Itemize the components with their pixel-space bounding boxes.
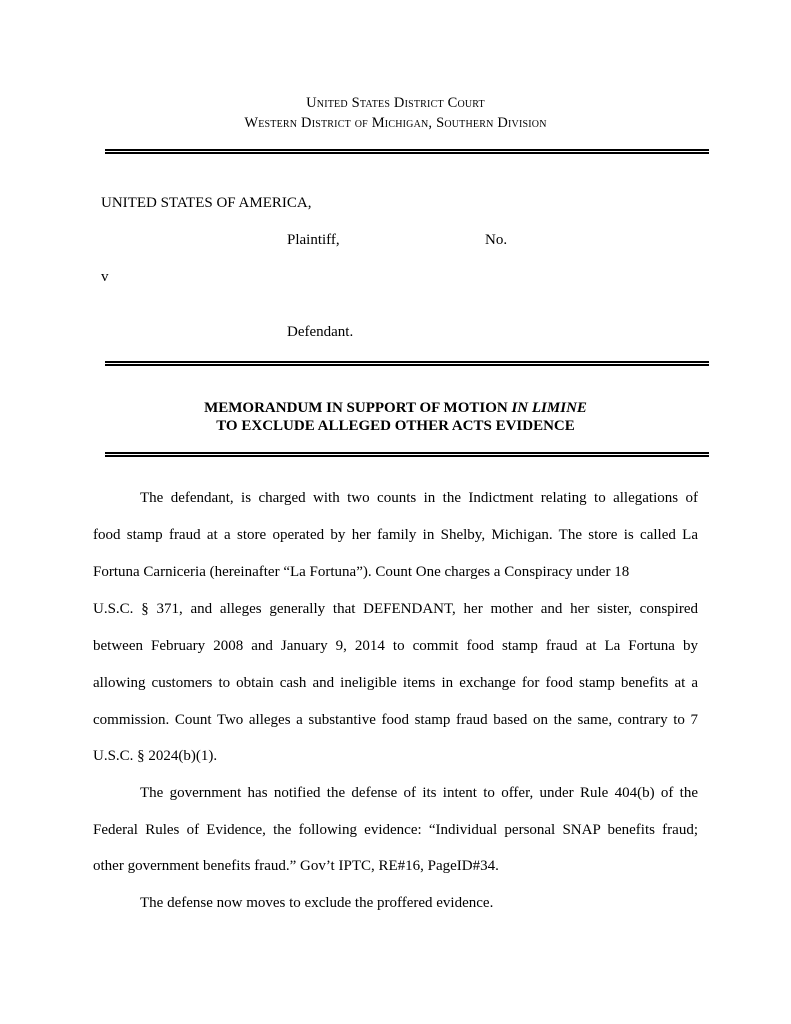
body-line: food stamp fraud at a store operated by her family in Shelby, Michigan. The store is called La bbox=[93, 527, 698, 543]
body-line: The defense now moves to exclude the proffered evidence. bbox=[140, 895, 494, 911]
body-line: Fortuna Carniceria (hereinafter “La Fortuna”). Count One charges a Conspiracy under 18 bbox=[93, 564, 630, 580]
double-rule-middle bbox=[105, 361, 709, 366]
body-line: U.S.C. § 371, and alleges generally that DEFENDANT, her mother and her sister, conspired bbox=[93, 601, 698, 617]
memo-title-line-2: TO EXCLUDE ALLEGED OTHER ACTS EVIDENCE bbox=[216, 418, 575, 434]
caption-defendant: Defendant. bbox=[287, 324, 354, 340]
caption-versus: v bbox=[101, 269, 109, 285]
caption-party: UNITED STATES OF AMERICA, bbox=[101, 195, 312, 211]
body-line: commission. Count Two alleges a substantive food stamp fraud based on the same, contrary to 7 bbox=[93, 712, 698, 728]
body-line: other government benefits fraud.” Gov’t IPTC, RE#16, PageID#34. bbox=[93, 858, 499, 874]
double-rule-bottom bbox=[105, 452, 709, 457]
body-line: allowing customers to obtain cash and ineligible items in exchange for food stamp benefits at a bbox=[93, 675, 698, 691]
memo-title-prefix: MEMORANDUM IN SUPPORT OF MOTION bbox=[204, 400, 512, 416]
body-line: between February 2008 and January 9, 2014 to commit food stamp fraud at La Fortuna by bbox=[93, 638, 698, 654]
body-line: U.S.C. § 2024(b)(1). bbox=[93, 748, 218, 764]
caption-plaintiff: Plaintiff, bbox=[287, 232, 340, 248]
court-name: United States District Court bbox=[306, 95, 485, 111]
body-line: Federal Rules of Evidence, the following evidence: “Individual personal SNAP benefits fraud; bbox=[93, 822, 698, 838]
court-division: Western District of Michigan, Southern Division bbox=[244, 115, 547, 131]
memo-title-line-1 bbox=[0, 400, 791, 417]
caption-case-number: No. bbox=[485, 232, 508, 248]
body-line: The defendant, is charged with two counts in the Indictment relating to allegations of bbox=[140, 490, 698, 506]
double-rule-top bbox=[105, 149, 709, 154]
memo-title-italic: IN LIMINE bbox=[511, 400, 587, 416]
body-line: The government has notified the defense of its intent to offer, under Rule 404(b) of the bbox=[140, 785, 698, 801]
